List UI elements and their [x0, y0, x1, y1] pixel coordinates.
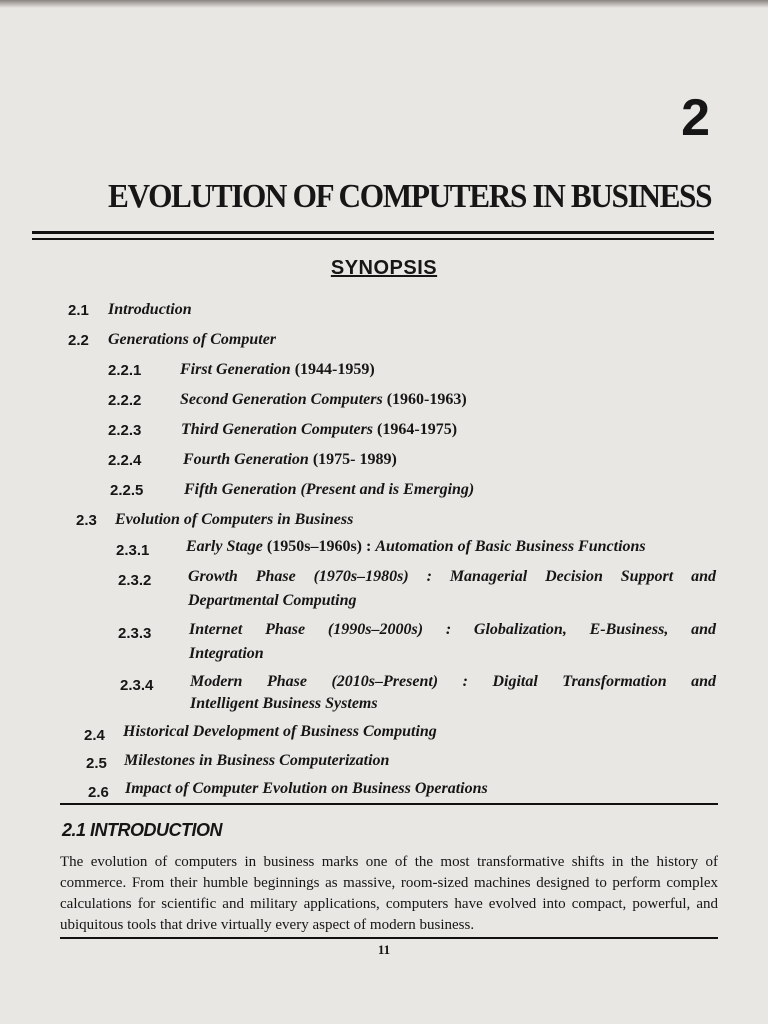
- toc-title: Fourth Generation: [183, 451, 309, 468]
- toc-title: Introduction: [108, 301, 192, 318]
- toc-entry-2-3-1[interactable]: [186, 538, 646, 556]
- toc-years: (1960-1963): [386, 391, 467, 408]
- toc-entry-2-3-3-line1[interactable]: Internet Phase (1990s–2000s) : Globalization, E-Business, and: [189, 621, 716, 638]
- toc-number-2-2-5: 2.2.5: [110, 482, 144, 499]
- toc-title: Third Generation Computers: [181, 421, 374, 438]
- introduction-paragraph: The evolution of computers in business marks one of the most transformative shifts in the history of commerce. From their humble beginnings as massive, room-sized machines designed to perform complex calculations for scientific and military applications, computers have evolved into compact, powerful, and ubiquitous tools that drive virtually every aspect of modern business.: [60, 854, 718, 933]
- toc-entry-2-3-2-line2[interactable]: Departmental Computing: [188, 592, 357, 609]
- synopsis-heading: SYNOPSIS: [330, 257, 438, 279]
- toc-title: Historical Development of Business Computing: [123, 723, 437, 740]
- toc-number-2-3-4: 2.3.4: [120, 677, 154, 694]
- toc-entry-2-3-3-line2[interactable]: Integration: [189, 645, 264, 662]
- toc-number-2-2-2: 2.2.2: [108, 392, 142, 409]
- synopsis-bottom-rule: [60, 803, 718, 805]
- section-heading-introduction: 2.1 INTRODUCTION: [62, 820, 223, 840]
- toc-title: Milestones in Business Computerization: [124, 752, 390, 769]
- toc-number-2-2: 2.2: [68, 332, 89, 349]
- toc-number-2-5: 2.5: [86, 755, 107, 772]
- title-rule-top: [32, 231, 714, 234]
- toc-years: (1964-1975): [377, 421, 458, 438]
- footer-rule: [60, 937, 718, 939]
- toc-years: (Present and is Emerging): [300, 481, 475, 498]
- toc-entry-2-2-4[interactable]: [183, 451, 397, 469]
- toc-entry-2-2-2[interactable]: [180, 391, 467, 409]
- page-number: 11: [377, 942, 391, 957]
- toc-number-2-3-1: 2.3.1: [116, 542, 150, 559]
- toc-entry-2-6[interactable]: [125, 780, 488, 798]
- toc-title: Early Stage: [186, 538, 263, 555]
- toc-number-2-4: 2.4: [84, 727, 105, 744]
- toc-years: (1975- 1989): [312, 451, 397, 468]
- toc-title: Fifth Generation: [184, 481, 297, 498]
- toc-number-2-3: 2.3: [76, 512, 97, 529]
- toc-entry-2-1[interactable]: [108, 301, 192, 319]
- toc-title: First Generation: [180, 361, 291, 378]
- toc-number-2-2-4: 2.2.4: [108, 452, 142, 469]
- toc-number-2-2-3: 2.2.3: [108, 422, 142, 439]
- toc-subtitle: Automation of Basic Business Functions: [375, 538, 646, 555]
- toc-entry-2-3[interactable]: [115, 511, 353, 529]
- toc-title: Generations of Computer: [108, 331, 277, 348]
- toc-entry-2-3-4-line1[interactable]: Modern Phase (2010s–Present) : Digital Transformation and: [190, 673, 716, 690]
- toc-entry-2-2-3[interactable]: [181, 421, 457, 439]
- title-rule-bottom: [32, 238, 714, 240]
- chapter-title: EVOLUTION OF COMPUTERS IN BUSINESS: [108, 178, 712, 215]
- toc-number-2-1: 2.1: [68, 302, 89, 319]
- toc-entry-2-2[interactable]: [108, 331, 276, 349]
- toc-entry-2-4[interactable]: [123, 723, 437, 741]
- page-top-shadow: [0, 0, 768, 8]
- toc-years: (1944-1959): [294, 361, 375, 378]
- toc-number-2-3-3: 2.3.3: [118, 625, 152, 642]
- toc-entry-2-2-1[interactable]: [180, 361, 375, 379]
- toc-entry-2-5[interactable]: [124, 752, 389, 770]
- chapter-number: 2: [681, 89, 710, 147]
- toc-number-2-2-1: 2.2.1: [108, 362, 142, 379]
- toc-number-2-3-2: 2.3.2: [118, 572, 152, 589]
- toc-title: Evolution of Computers in Business: [115, 511, 354, 528]
- toc-number-2-6: 2.6: [88, 784, 109, 801]
- toc-entry-2-2-5[interactable]: [184, 481, 474, 499]
- toc-entry-2-3-2-line1[interactable]: Growth Phase (1970s–1980s) : Managerial Decision Support and: [188, 568, 716, 585]
- toc-title: Impact of Computer Evolution on Business Operations: [125, 780, 488, 797]
- toc-title: Second Generation Computers: [180, 391, 383, 408]
- toc-years: (1950s–1960s) :: [266, 538, 372, 555]
- toc-entry-2-3-4-line2[interactable]: Intelligent Business Systems: [190, 695, 378, 712]
